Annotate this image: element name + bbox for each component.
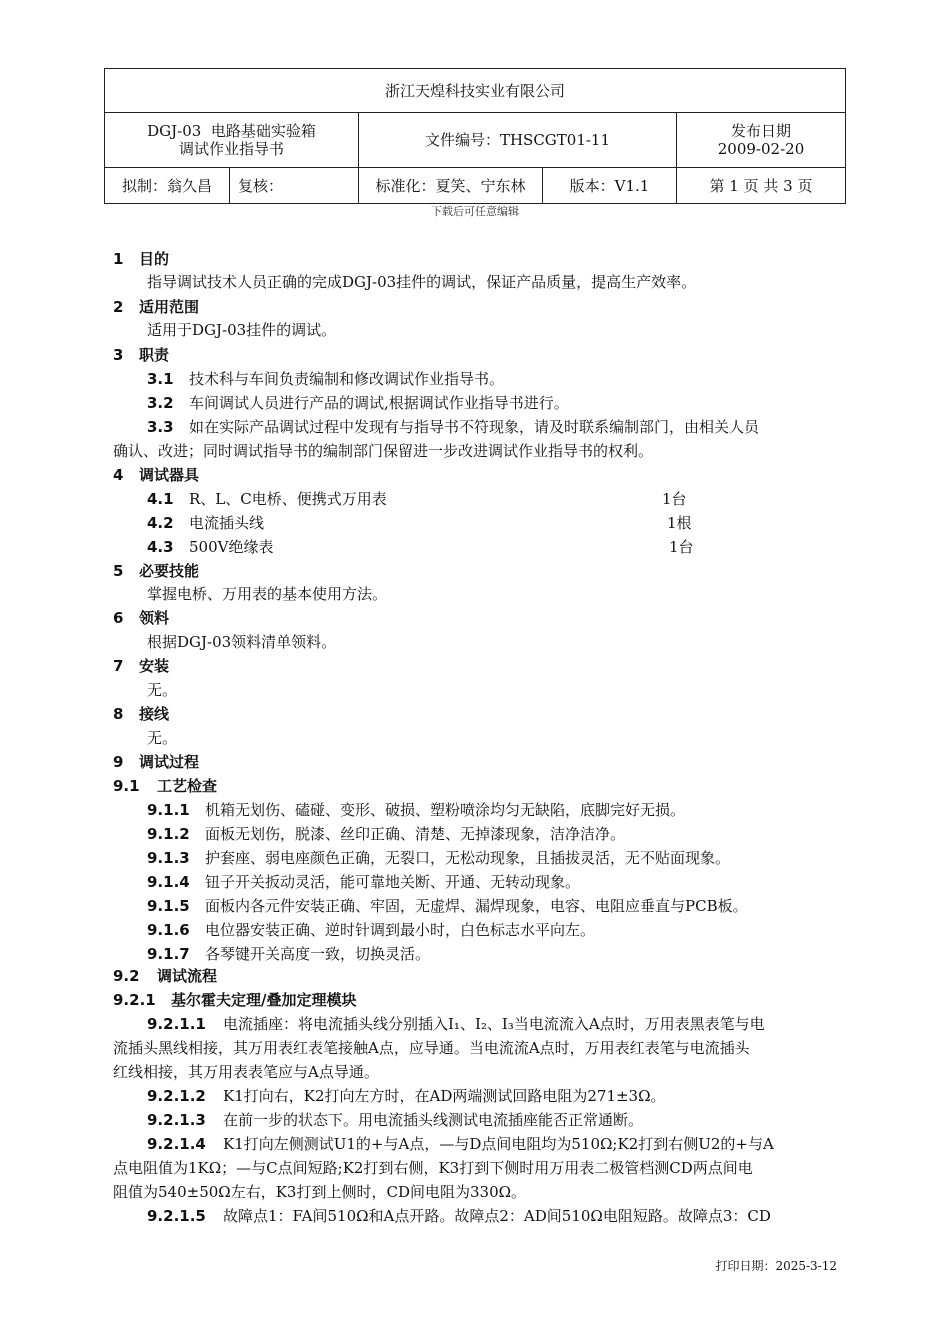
step-continuation: 阻值为540±50Ω左右，K3打到上侧时，CD间电阻为330Ω。 [113, 1183, 527, 1201]
step-number: 9.2.1.5 [147, 1207, 206, 1225]
item-number: 9.1.4 [147, 873, 190, 891]
tool-quantity: 1台 [669, 538, 694, 556]
section-title: 领料 [139, 609, 170, 627]
paragraph-continuation: 确认、改进；同时调试指导书的编制部门保留进一步改进调试作业指导书的权利。 [113, 442, 654, 460]
section-7-heading [113, 656, 169, 676]
product-title-cell [105, 112, 358, 167]
section-9-1-heading [113, 776, 217, 796]
reviewer-cell [229, 167, 358, 204]
drafter-cell [105, 167, 229, 204]
item-number: 3.3 [147, 418, 174, 436]
tool-item [147, 489, 387, 509]
section-number: 9.2.1 [113, 991, 156, 1009]
section-5-heading [113, 561, 199, 581]
step-text: 电流插座：将电流插头线分别插入I₁、I₂、I₃当电流流入A点时，万用表黑表笔与电 [223, 1015, 765, 1033]
section-number: 7 [113, 657, 124, 675]
paragraph: 适用于DGJ-03挂件的调试。 [147, 321, 337, 339]
section-4-heading [113, 465, 199, 485]
standardizer-cell [358, 167, 542, 204]
item-text: 如在实际产品调试过程中发现有与指导书不符现象，请及时联系编制部门，由相关人员 [189, 418, 760, 436]
version: 版本：V1.1 [569, 176, 650, 195]
item-text: 钮子开关扳动灵活，能可靠地关断、开通、无转动现象。 [205, 873, 581, 891]
step-text: 故障点1：FA间510Ω和A点开路。故障点2：AD间510Ω电阻短路。故障点3：CD [223, 1207, 771, 1225]
section-6-heading [113, 608, 169, 628]
section-title: 调试器具 [139, 466, 200, 484]
tool-name: 500V绝缘表 [189, 538, 274, 556]
check-item [147, 824, 625, 844]
section-number: 3 [113, 346, 124, 364]
list-item [147, 417, 759, 437]
tool-item [147, 513, 264, 533]
section-3-heading [113, 345, 169, 365]
procedure-step [147, 1134, 774, 1154]
version-cell [542, 167, 676, 204]
reviewer: 复核： [238, 176, 284, 195]
section-title: 调试过程 [139, 753, 200, 771]
tool-quantity: 1根 [667, 514, 692, 532]
item-text: 护套座、弱电座颜色正确，无裂口，无松动现象，且插拔灵活，无不贴面现象。 [205, 849, 731, 867]
section-title: 必要技能 [139, 562, 200, 580]
paragraph: 无。 [147, 729, 178, 747]
item-number: 3.2 [147, 394, 174, 412]
section-title: 接线 [139, 705, 170, 723]
item-number: 9.1.2 [147, 825, 190, 843]
release-date-label: 发布日期 [730, 121, 791, 140]
item-number: 9.1.5 [147, 897, 190, 915]
company-name: 浙江天煌科技实业有限公司 [384, 82, 565, 100]
paragraph: 指导调试技术人员正确的完成DGJ-03挂件的调试，保证产品质量，提高生产效率。 [147, 273, 697, 291]
release-date-cell [676, 112, 845, 167]
item-number: 4.1 [147, 490, 174, 508]
item-number: 4.3 [147, 538, 174, 556]
check-item [147, 800, 685, 820]
check-item [147, 920, 595, 940]
section-number: 6 [113, 609, 124, 627]
print-date: 打印日期：2025-3-12 [715, 1259, 837, 1273]
item-text: 电位器安装正确、逆时针调到最小时，白色标志水平向左。 [205, 921, 596, 939]
check-item [147, 872, 580, 892]
section-title: 职责 [139, 346, 170, 364]
product-title-line1: DGJ-03 电路基础实验箱 [147, 121, 316, 140]
step-text: K1打向左侧测试U1的+与A点，—与D点间电阻均为510Ω;K2打到右侧U2的+与A [223, 1135, 774, 1153]
tool-name: 电流插头线 [189, 514, 265, 532]
procedure-step [147, 1110, 643, 1130]
doc-number: 文件编号：THSCGT01-11 [424, 130, 611, 149]
item-number: 9.1.3 [147, 849, 190, 867]
step-text: 在前一步的状态下。用电流插头线测试电流插座能否正常通断。 [223, 1111, 644, 1129]
step-continuation: 红线相接，其万用表表笔应与A点导通。 [113, 1063, 379, 1081]
page-count-cell [676, 167, 845, 204]
section-number: 1 [113, 250, 124, 268]
list-item [147, 393, 569, 413]
header-company-row [105, 69, 845, 113]
tool-item [147, 537, 273, 557]
release-date-value: 2009-02-20 [717, 139, 805, 158]
section-8-heading [113, 704, 169, 724]
edit-note: 下载后可任意编辑 [431, 205, 519, 218]
section-title: 工艺检查 [157, 777, 218, 795]
procedure-step [147, 1206, 771, 1226]
item-number: 9.1.7 [147, 945, 190, 963]
drafter: 拟制：翁久昌 [121, 176, 212, 195]
item-text: 各琴键开关高度一致，切换灵活。 [205, 945, 431, 963]
step-number: 9.2.1.3 [147, 1111, 206, 1129]
tool-name: R、L、C电桥、便携式万用表 [189, 490, 387, 508]
item-number: 3.1 [147, 370, 174, 388]
section-9-2-1-heading [113, 990, 356, 1010]
item-text: 车间调试人员进行产品的调试,根据调试作业指导书进行。 [189, 394, 569, 412]
check-item [147, 944, 430, 964]
standardizer: 标准化：夏笑、宁东林 [375, 176, 526, 195]
section-title: 适用范围 [139, 298, 200, 316]
item-number: 9.1.6 [147, 921, 190, 939]
paragraph: 根据DGJ-03领料清单领料。 [147, 633, 337, 651]
paragraph: 无。 [147, 681, 178, 699]
check-item [147, 848, 730, 868]
procedure-step [147, 1086, 666, 1106]
tool-quantity: 1台 [662, 490, 687, 508]
step-continuation: 点电阻值为1KΩ；—与C点间短路;K2打到右侧，K3打到下侧时用万用表二极管档测CD两点间电 [113, 1159, 753, 1177]
step-number: 9.2.1.1 [147, 1015, 206, 1033]
section-number: 8 [113, 705, 124, 723]
page-count: 第 1 页 共 3 页 [709, 176, 813, 195]
list-item [147, 369, 504, 389]
step-text: K1打向右，K2打向左方时，在AD两端测试回路电阻为271±3Ω。 [223, 1087, 666, 1105]
procedure-step [147, 1014, 765, 1034]
section-number: 9 [113, 753, 124, 771]
item-number: 4.2 [147, 514, 174, 532]
section-number: 5 [113, 562, 124, 580]
check-item [147, 896, 748, 916]
section-9-2-heading [113, 966, 217, 986]
item-text: 面板无划伤，脱漆、丝印正确、清楚、无掉漆现象，洁净洁净。 [205, 825, 626, 843]
section-title: 安装 [139, 657, 170, 675]
section-number: 2 [113, 298, 124, 316]
section-title: 调试流程 [157, 967, 218, 985]
header-sign-row [105, 167, 845, 204]
section-title: 目的 [139, 250, 170, 268]
section-1-heading [113, 249, 169, 269]
product-title-line2: 调试作业指导书 [178, 139, 284, 158]
section-number: 4 [113, 466, 124, 484]
step-number: 9.2.1.4 [147, 1135, 206, 1153]
paragraph: 掌握电桥、万用表的基本使用方法。 [147, 585, 388, 603]
section-2-heading [113, 297, 199, 317]
section-number: 9.1 [113, 777, 140, 795]
document-header-table [104, 68, 846, 204]
item-text: 面板内各元件安装正确、牢固，无虚焊、漏焊现象，电容、电阻应垂直与PCB板。 [205, 897, 748, 915]
step-continuation: 流插头黑线相接，其万用表红表笔接触A点，应导通。当电流流A点时，万用表红表笔与电流插头 [113, 1039, 750, 1057]
section-9-heading [113, 752, 199, 772]
item-text: 机箱无划伤、磕碰、变形、破损、塑粉喷涂均匀无缺陷，底脚完好无损。 [205, 801, 686, 819]
item-text: 技术科与车间负责编制和修改调试作业指导书。 [189, 370, 505, 388]
section-title: 基尔霍夫定理/叠加定理模块 [171, 991, 357, 1009]
header-title-row [105, 112, 845, 168]
step-number: 9.2.1.2 [147, 1087, 206, 1105]
section-number: 9.2 [113, 967, 140, 985]
doc-number-cell [358, 112, 676, 167]
item-number: 9.1.1 [147, 801, 190, 819]
